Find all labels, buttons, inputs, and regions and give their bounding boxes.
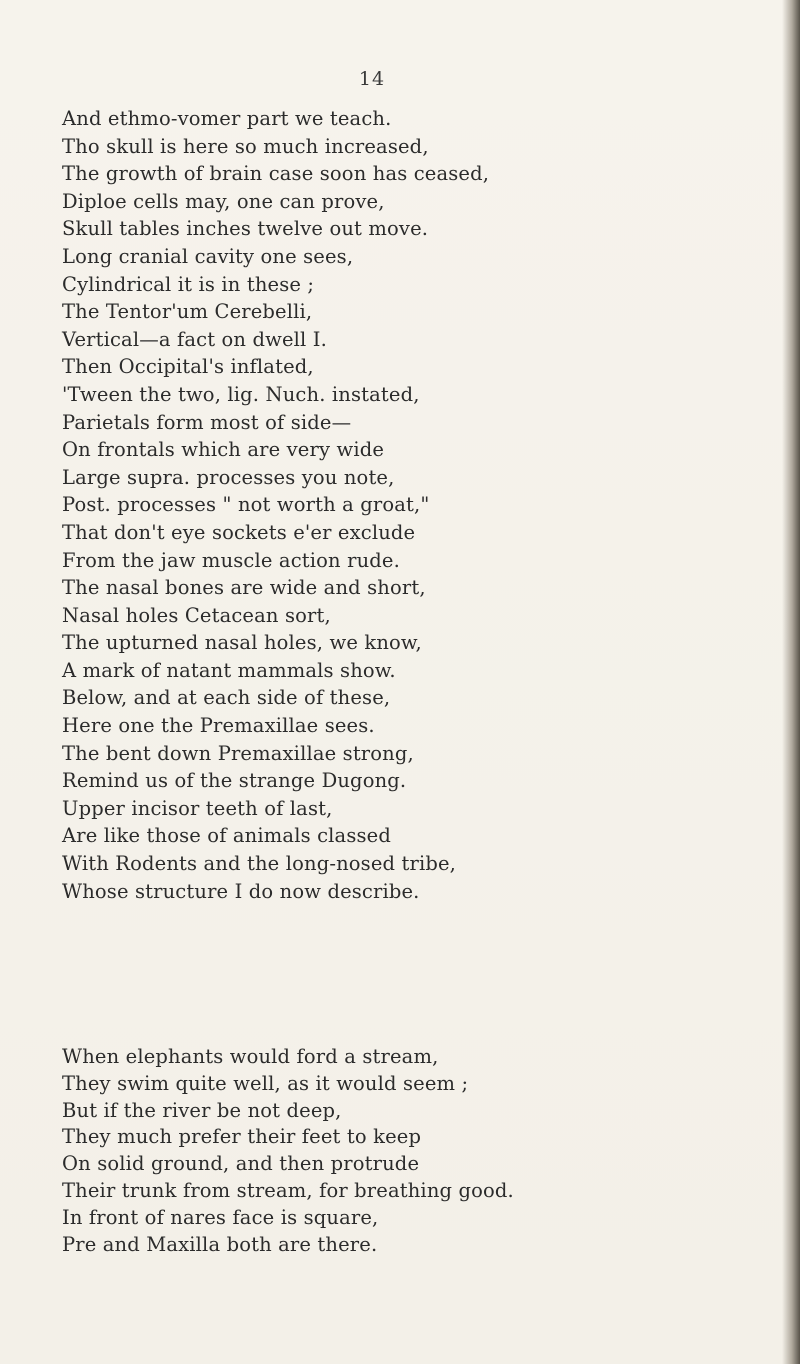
poem-line: That don't eye sockets e'er exclude bbox=[62, 520, 416, 544]
poem-line: Remind us of the strange Dugong. bbox=[62, 769, 407, 793]
poem-line: The upturned nasal holes, we know, bbox=[62, 631, 422, 655]
poem-line: The nasal bones are wide and short, bbox=[62, 576, 426, 600]
poem-line: They much prefer their feet to keep bbox=[62, 1125, 422, 1149]
poem-line: From the jaw muscle action rude. bbox=[62, 548, 400, 572]
poem-line: But if the river be not deep, bbox=[62, 1098, 342, 1122]
page-edge-shadow bbox=[782, 0, 800, 1364]
poem-line: They swim quite well, as it would seem ; bbox=[62, 1071, 469, 1095]
poem-line: With Rodents and the long-nosed tribe, bbox=[62, 852, 457, 876]
poem-line: 'Tween the two, lig. Nuch. instated, bbox=[62, 382, 420, 406]
poem-line: Their trunk from stream, for breathing good. bbox=[62, 1178, 514, 1202]
poem-stanza-1 bbox=[62, 105, 489, 905]
poem-line: The growth of brain case soon has ceased, bbox=[62, 162, 490, 186]
poem-line: Below, and at each side of these, bbox=[62, 686, 391, 710]
poem-line: And ethmo-vomer part we teach. bbox=[62, 107, 392, 130]
poem-line: When elephants would ford a stream, bbox=[62, 1045, 439, 1068]
poem-line: Here one the Premaxillae sees. bbox=[62, 714, 375, 738]
poem-line: On solid ground, and then protrude bbox=[62, 1152, 420, 1176]
poem-line: Parietals form most of side— bbox=[62, 410, 352, 434]
poem-line: Post. processes " not worth a groat," bbox=[62, 493, 430, 517]
poem-line: Long cranial cavity one sees, bbox=[62, 244, 354, 268]
poem-line: Are like those of animals classed bbox=[62, 824, 391, 848]
poem-line: Nasal holes Cetacean sort, bbox=[62, 603, 331, 627]
poem-line: Diploe cells may, one can prove, bbox=[62, 189, 385, 213]
poem-line: The bent down Premaxillae strong, bbox=[62, 741, 414, 765]
poem-line: In front of nares face is square, bbox=[62, 1205, 379, 1229]
poem-line: Skull tables inches twelve out move. bbox=[62, 217, 429, 241]
poem-line: A mark of natant mammals show. bbox=[62, 658, 396, 682]
poem-line: On frontals which are very wide bbox=[62, 438, 385, 462]
poem-line: Then Occipital's inflated, bbox=[62, 355, 314, 379]
poem-line: Vertical—a fact on dwell I. bbox=[62, 327, 327, 351]
poem-line: Whose structure I do now describe. bbox=[62, 879, 420, 903]
poem-stanza-2 bbox=[62, 1044, 514, 1258]
poem-line: Tho skull is here so much increased, bbox=[62, 134, 429, 158]
poem-line: Upper incisor teeth of last, bbox=[62, 796, 333, 820]
poem-line: The Tentor'um Cerebelli, bbox=[62, 300, 313, 324]
poem-line: Large supra. processes you note, bbox=[62, 465, 395, 489]
poem-line: Cylindrical it is in these ; bbox=[62, 272, 315, 296]
poem-line: Pre and Maxilla both are there. bbox=[62, 1232, 378, 1256]
page-number: 14 bbox=[358, 68, 386, 90]
